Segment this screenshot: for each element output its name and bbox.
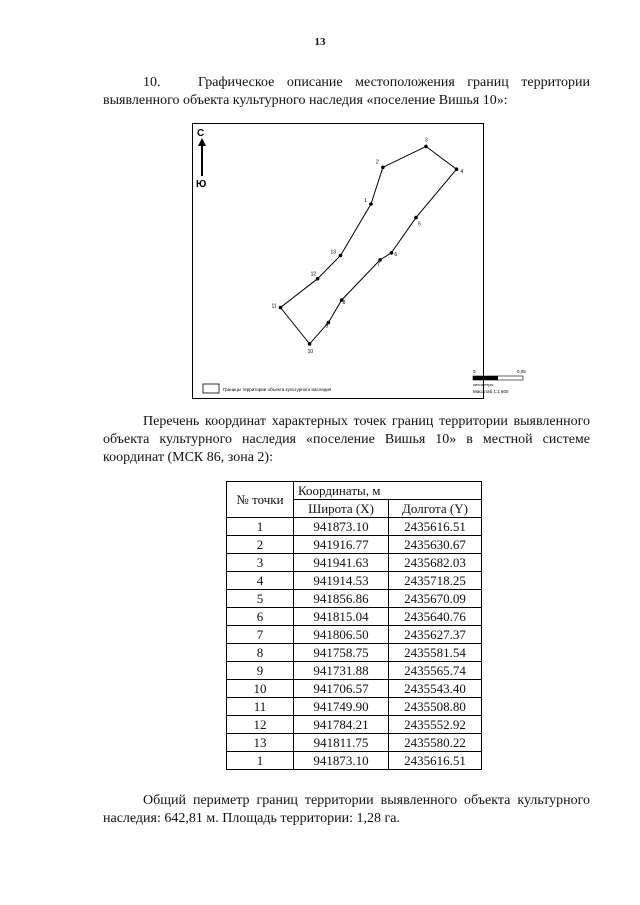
table-row [227, 536, 482, 554]
section-number: 10. [143, 75, 161, 90]
coordinates-intro [103, 413, 590, 467]
boundary-point-label: 10 [307, 348, 314, 355]
table-row [227, 518, 482, 536]
cell-point: 2 [227, 536, 294, 554]
boundary-point-label: 2 [375, 159, 379, 166]
table-row [227, 626, 482, 644]
cell-x: 941806.50 [294, 626, 389, 644]
cell-y: 2435616.51 [389, 752, 482, 770]
coordinates-intro-text: Перечень координат характерных точек границ территории выявленного объекта культурного наследия «поселение Вишья 10» в местной системе координат (МСК 86, зона 2): [103, 414, 590, 465]
cell-y: 2435543.40 [389, 680, 482, 698]
page-number: 13 [314, 36, 326, 48]
boundary-point-label: 1 [364, 198, 367, 204]
boundary-point-marker [390, 251, 394, 255]
cell-y: 2435580.22 [389, 734, 482, 752]
boundary-point-label: 6 [394, 251, 398, 258]
cell-y: 2435627.37 [389, 626, 482, 644]
cell-x: 941758.75 [294, 644, 389, 662]
cell-point: 13 [227, 734, 294, 752]
table-row [227, 680, 482, 698]
legend-text: Границы территории объекта культурного наследия [223, 387, 332, 392]
scale-start-label: 0 [473, 369, 476, 374]
cell-x: 941914.53 [294, 572, 389, 590]
boundary-point-marker [414, 216, 418, 220]
boundary-line [281, 146, 457, 344]
cell-y: 2435565.74 [389, 662, 482, 680]
summary-paragraph [103, 792, 590, 828]
boundary-point-marker [381, 166, 385, 170]
cell-point: 9 [227, 662, 294, 680]
cell-y: 2435616.51 [389, 518, 482, 536]
cell-x: 941706.57 [294, 680, 389, 698]
cell-y: 2435581.54 [389, 644, 482, 662]
cell-y: 2435508.80 [389, 698, 482, 716]
cell-point: 10 [227, 680, 294, 698]
boundary-point-label: 13 [330, 249, 337, 256]
cell-x: 941916.77 [294, 536, 389, 554]
summary-text: Общий периметр границ территории выявленного объекта культурного наследия: 642,81 м. Площадь территории: 1,28 га. [103, 793, 590, 826]
boundary-map [192, 123, 526, 399]
boundary-point-marker [339, 254, 343, 258]
scale-bar-filled [473, 376, 498, 380]
cell-x: 941731.88 [294, 662, 389, 680]
cell-point: 12 [227, 716, 294, 734]
cell-y: 2435552.92 [389, 716, 482, 734]
boundary-point-label: 5 [418, 221, 421, 228]
col-header-x: Широта (X) [294, 500, 389, 518]
cell-y: 2435670.09 [389, 590, 482, 608]
table-row [227, 608, 482, 626]
cell-x: 941941.63 [294, 554, 389, 572]
cell-x: 941856.86 [294, 590, 389, 608]
cell-point: 11 [227, 698, 294, 716]
boundary-point-label: 3 [425, 137, 428, 144]
boundary-map-svg [193, 124, 526, 398]
north-arrowhead-icon [198, 138, 206, 146]
cell-x: 941873.10 [294, 518, 389, 536]
table-header-row [227, 482, 482, 500]
table-row [227, 698, 482, 716]
cell-y: 2435682.03 [389, 554, 482, 572]
south-label: Ю [196, 179, 207, 190]
boundary-point-marker [369, 202, 373, 206]
coordinates-table [226, 481, 482, 770]
cell-point: 1 [227, 518, 294, 536]
boundary-point-marker [424, 145, 428, 149]
cell-point: 8 [227, 644, 294, 662]
table-row [227, 554, 482, 572]
boundary-point-label: 7 [377, 261, 380, 268]
cell-x: 941811.75 [294, 734, 389, 752]
boundary-point-label: 8 [342, 300, 346, 307]
cell-point: 3 [227, 554, 294, 572]
boundary-polygon-group [272, 137, 464, 355]
table-row [227, 716, 482, 734]
cell-y: 2435630.67 [389, 536, 482, 554]
cell-point: 7 [227, 626, 294, 644]
col-header-point: № точки [227, 482, 294, 518]
table-row [227, 590, 482, 608]
table-row [227, 662, 482, 680]
table-row [227, 752, 482, 770]
scale-unit-label: километры [473, 382, 494, 387]
boundary-point-marker [316, 277, 320, 281]
cell-point: 1 [227, 752, 294, 770]
col-header-coords: Координаты, м [294, 482, 482, 500]
cell-x: 941873.10 [294, 752, 389, 770]
cell-x: 941749.90 [294, 698, 389, 716]
boundary-point-marker [455, 167, 459, 171]
north-label: С [197, 128, 205, 139]
boundary-point-label: 4 [460, 169, 464, 176]
section-heading [103, 74, 590, 110]
scale-end-label: 0,05 [517, 369, 526, 374]
table-row [227, 734, 482, 752]
boundary-point-marker [308, 342, 312, 346]
cell-x: 941815.04 [294, 608, 389, 626]
col-header-y: Долгота (Y) [389, 500, 482, 518]
boundary-point-label: 12 [310, 271, 317, 278]
boundary-point-label: 11 [271, 303, 277, 310]
cell-point: 6 [227, 608, 294, 626]
section-heading-text: Графическое описание местоположения границ территории выявленного объекта культурного наследия «поселение Вишья 10»: [103, 75, 590, 108]
boundary-point-label: 9 [325, 323, 329, 330]
cell-point: 4 [227, 572, 294, 590]
scale-text: Масштаб 1:1 600 [473, 389, 509, 394]
boundary-point-marker [279, 306, 283, 310]
cell-y: 2435640.76 [389, 608, 482, 626]
legend-swatch [203, 384, 219, 393]
cell-y: 2435718.25 [389, 572, 482, 590]
cell-point: 5 [227, 590, 294, 608]
table-row [227, 644, 482, 662]
table-row [227, 572, 482, 590]
table-body [227, 518, 482, 770]
cell-x: 941784.21 [294, 716, 389, 734]
